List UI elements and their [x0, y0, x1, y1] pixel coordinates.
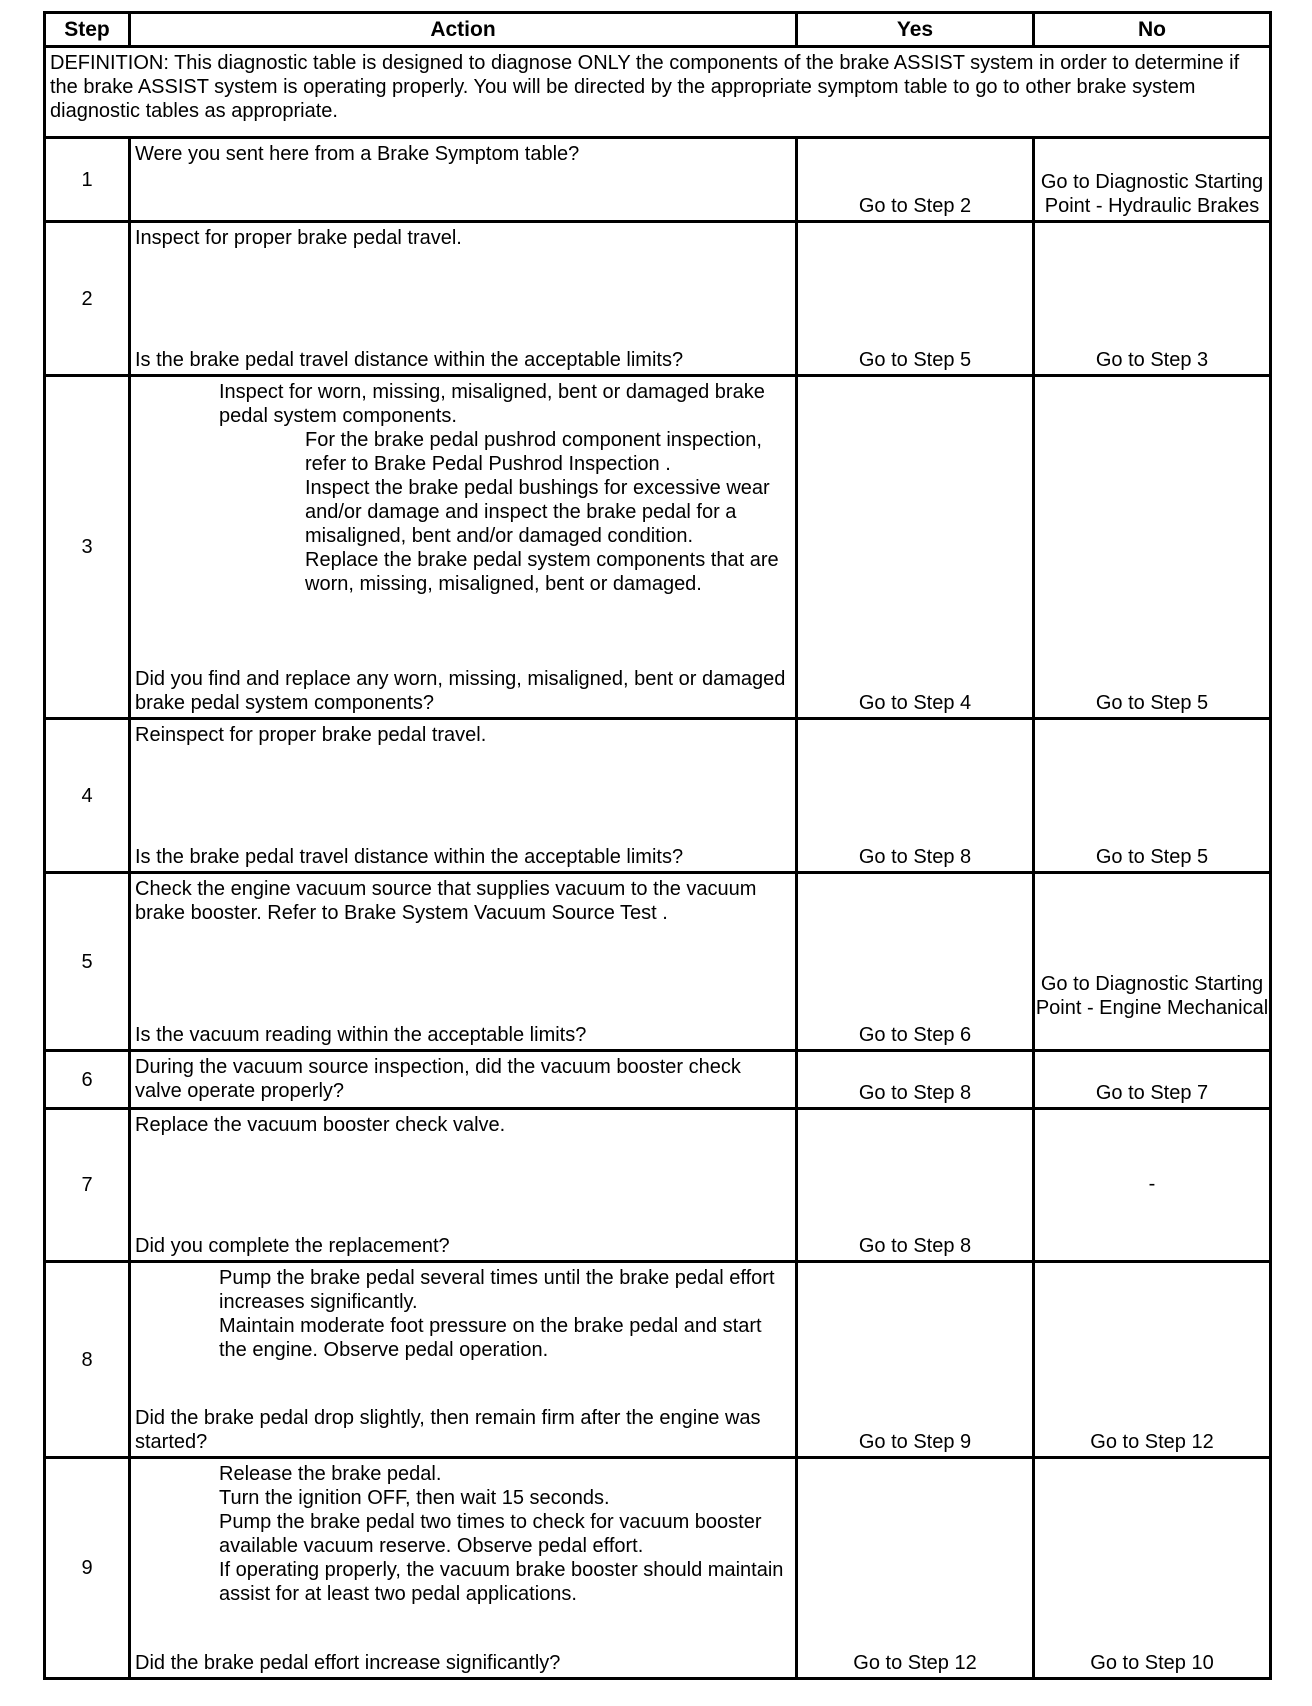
table-row	[45, 1458, 1271, 1679]
definition-row	[45, 47, 1271, 138]
instruction: Inspect the brake pedal bushings for excessive wear and/or damage and inspect the brake pedal for a misaligned, bent and/or damaged condition.	[305, 477, 770, 547]
question: Is the vacuum reading within the acceptable limits?	[135, 1024, 587, 1046]
no-cell: Go to Step 12	[1034, 1262, 1271, 1458]
table-row	[45, 376, 1271, 719]
action-cell	[130, 376, 797, 719]
action-cell	[130, 873, 797, 1051]
action-cell	[130, 1109, 797, 1262]
step-number: 8	[45, 1262, 130, 1458]
header-yes: Yes	[797, 13, 1034, 47]
yes-cell: Go to Step 8	[797, 1051, 1034, 1109]
table-row	[45, 1051, 1271, 1109]
instruction: For the brake pedal pushrod component inspection, refer to Brake Pedal Pushrod Inspection .	[305, 429, 762, 475]
table-row	[45, 1109, 1271, 1262]
instruction: Check the engine vacuum source that supplies vacuum to the vacuum brake booster. Refer to Brake System Vacuum Source Test .	[135, 878, 757, 924]
instruction: Release the brake pedal.	[219, 1463, 442, 1485]
instruction: Reinspect for proper brake pedal travel.	[135, 724, 487, 746]
instruction: Pump the brake pedal two times to check for vacuum booster available vacuum reserve. Observe pedal effort.	[219, 1511, 762, 1557]
question: During the vacuum source inspection, did the vacuum booster check valve operate properly?	[135, 1056, 741, 1102]
no-cell: Go to Step 7	[1034, 1051, 1271, 1109]
diagnostic-table	[43, 11, 1272, 1680]
action-cell	[130, 719, 797, 873]
table-row	[45, 138, 1271, 222]
table-row	[45, 1262, 1271, 1458]
yes-cell: Go to Step 9	[797, 1262, 1034, 1458]
yes-cell: Go to Step 8	[797, 1109, 1034, 1262]
yes-cell: Go to Step 4	[797, 376, 1034, 719]
instruction: If operating properly, the vacuum brake booster should maintain assist for at least two pedal applications.	[219, 1559, 784, 1605]
action-cell	[130, 1051, 797, 1109]
no-cell	[1034, 873, 1271, 1051]
definition-text: DEFINITION: This diagnostic table is designed to diagnose ONLY the components of the brake ASSIST system in order to determine if the brake ASSIST system is operating properly. You will be directed by the appropriate symptom table to go to other brake system diagnostic tables as appropriate.	[45, 47, 1271, 138]
step-number: 3	[45, 376, 130, 719]
no-cell: Go to Step 3	[1034, 222, 1271, 376]
instruction: Turn the ignition OFF, then wait 15 seconds.	[219, 1487, 610, 1509]
instruction: Inspect for proper brake pedal travel.	[135, 227, 462, 249]
header-action: Action	[130, 13, 797, 47]
question: Did the brake pedal effort increase significantly?	[135, 1652, 561, 1674]
step-number: 5	[45, 873, 130, 1051]
no-cell-text: Go to Diagnostic Starting Point - Engine Mechanical	[1035, 972, 1269, 1019]
question: Did the brake pedal drop slightly, then remain firm after the engine was started?	[135, 1407, 761, 1453]
no-cell: Go to Diagnostic Starting Point - Hydraulic Brakes	[1034, 138, 1271, 222]
yes-cell: Go to Step 5	[797, 222, 1034, 376]
instruction: Replace the brake pedal system components that are worn, missing, misaligned, bent or damaged.	[305, 549, 779, 595]
header-no: No	[1034, 13, 1271, 47]
question: Did you complete the replacement?	[135, 1235, 450, 1257]
instruction: Inspect for worn, missing, misaligned, bent or damaged brake pedal system components.	[219, 381, 765, 427]
step-number: 4	[45, 719, 130, 873]
question: Is the brake pedal travel distance within the acceptable limits?	[135, 349, 684, 371]
no-cell: -	[1034, 1109, 1271, 1262]
step-number: 6	[45, 1051, 130, 1109]
no-cell: Go to Step 10	[1034, 1458, 1271, 1679]
action-cell	[130, 222, 797, 376]
action-cell	[130, 138, 797, 222]
table-row	[45, 873, 1271, 1051]
instruction: Maintain moderate foot pressure on the brake pedal and start the engine. Observe pedal operation.	[219, 1315, 762, 1361]
table-row	[45, 222, 1271, 376]
step-number: 9	[45, 1458, 130, 1679]
yes-cell: Go to Step 8	[797, 719, 1034, 873]
header-step: Step	[45, 13, 130, 47]
yes-cell: Go to Step 2	[797, 138, 1034, 222]
table-row	[45, 719, 1271, 873]
step-number: 1	[45, 138, 130, 222]
header-row	[45, 13, 1271, 47]
instruction: Were you sent here from a Brake Symptom table?	[135, 143, 580, 165]
yes-cell: Go to Step 6	[797, 873, 1034, 1051]
yes-cell: Go to Step 12	[797, 1458, 1034, 1679]
no-cell: Go to Step 5	[1034, 376, 1271, 719]
instruction: Pump the brake pedal several times until the brake pedal effort increases significantly.	[219, 1267, 775, 1313]
no-cell: Go to Step 5	[1034, 719, 1271, 873]
question: Is the brake pedal travel distance within the acceptable limits?	[135, 846, 684, 868]
step-number: 7	[45, 1109, 130, 1262]
action-cell	[130, 1262, 797, 1458]
question: Did you find and replace any worn, missing, misaligned, bent or damaged brake pedal system components?	[135, 668, 786, 714]
action-cell	[130, 1458, 797, 1679]
instruction: Replace the vacuum booster check valve.	[135, 1114, 506, 1136]
step-number: 2	[45, 222, 130, 376]
